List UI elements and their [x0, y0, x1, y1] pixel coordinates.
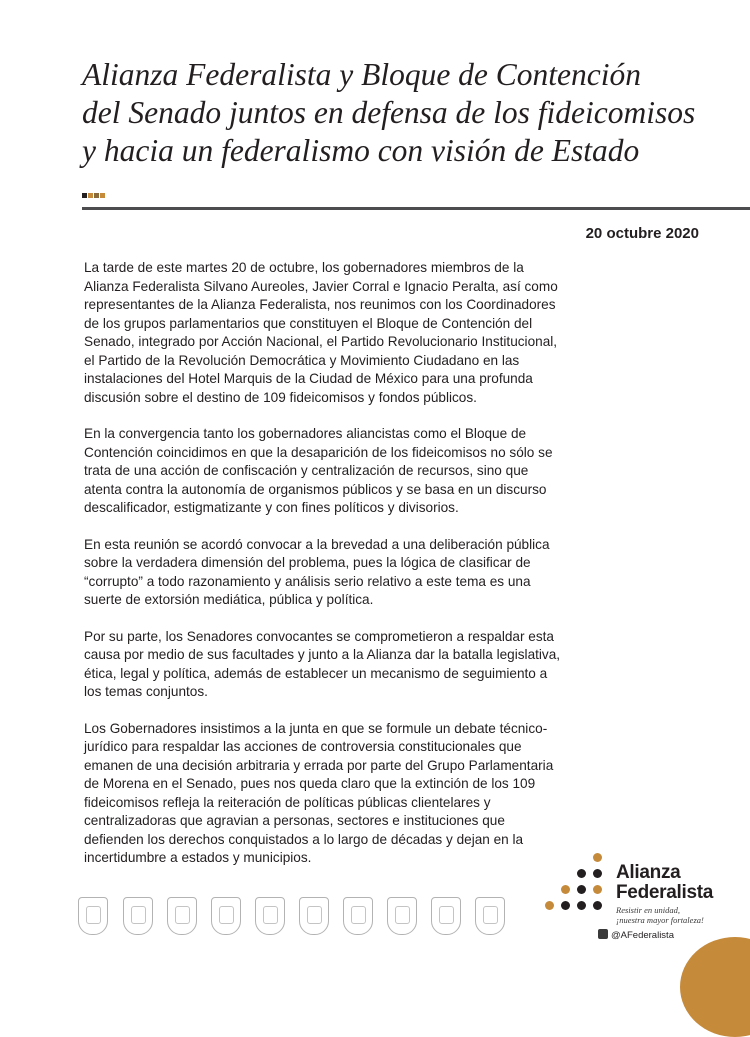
state-seal-icon: [78, 897, 108, 935]
logo-wordmark: [616, 863, 713, 903]
logo-line-1: Alianza: [616, 862, 681, 883]
logo-slogan-line-2: ¡nuestra mayor fortaleza!: [616, 915, 704, 925]
publication-date: 20 octubre 2020: [585, 225, 699, 242]
social-handle: @AFederalista: [611, 930, 674, 941]
paragraph: Por su parte, los Senadores convocantes se comprometieron a respaldar esta causa por medio de sus facultades y junto a la Alianza dar la batalla legislativa, ética, legal y política, además de establecer un mecanismo de seguimiento a los temas conjuntos.: [84, 628, 561, 699]
state-seal-icon: [211, 897, 241, 935]
headline: [82, 56, 722, 170]
logo-dots-icon: [545, 853, 615, 923]
twitter-icon: [598, 929, 608, 939]
headline-line-1: Alianza Federalista y Bloque de Contención: [82, 57, 642, 92]
decorative-squares: [82, 193, 106, 199]
header-divider: [82, 207, 750, 210]
paragraph: La tarde de este martes 20 de octubre, los gobernadores miembros de la Alianza Federalista Silvano Aureoles, Javier Corral e Ignacio Peralta, así como representantes de la Alianza Federalista, nos reunimos con los Coordinadores de los grupos parlamentarios que constituyen el Bloque de Contención del Senado, integrado por Acción Nacional, el Partido Revolucionario Institucional, el Partido de la Revolución Democrática y Movimiento Ciudadano en las instalaciones del Hotel Marquis de la Ciudad de México para una profunda discusión sobre el destino de 109 fideicomisos y fondos públicos.: [84, 260, 558, 405]
headline-line-2: del Senado juntos en defensa de los fideicomisos: [82, 95, 696, 130]
state-seal-icon: [387, 897, 417, 935]
state-seal-icon: [167, 897, 197, 935]
headline-line-3: y hacia un federalismo con visión de Estado: [82, 133, 640, 168]
logo-slogan: [616, 905, 746, 925]
state-seal-icon: [123, 897, 153, 935]
paragraph: En la convergencia tanto los gobernadores aliancistas como el Bloque de Contención coincidimos en que la desaparición de los fideicomisos no sólo se trata de una acción de confiscación y centralización de recursos, sino que atenta contra la autonomía de organismos públicos y se basa en un discurso descalificador, estigmatizante y con fines políticos y divisorios.: [84, 426, 553, 515]
state-seal-icon: [343, 897, 373, 935]
article-body: [84, 259, 564, 886]
logo-slogan-line-1: Resistir en unidad,: [616, 905, 680, 915]
logo-line-2: Federalista: [616, 882, 714, 903]
state-seal-icon: [255, 897, 285, 935]
corner-accent: [680, 937, 750, 1037]
state-seal-icon: [299, 897, 329, 935]
state-seal-icon: [431, 897, 461, 935]
paragraph: En esta reunión se acordó convocar a la brevedad a una deliberación pública sobre la verdadera dimensión del problema, pues la lógica de clasificar de “corrupto” a todo razonamiento y análisis serio relativo a este tema es una suerte de extorsión mediática, pública y política.: [84, 536, 550, 607]
state-seal-icon: [475, 897, 505, 935]
paragraph: Los Gobernadores insistimos a la junta en que se formule un debate técnico-jurídico para respaldar las acciones de controversia constitucionales que emanen de una decisión arbitraria y errada por parte del Grupo Parlamentaria de Morena en el Senado, pues nos queda claro que la extinción de los 109 fideicomisos refleja la reiteración de políticas públicas clientelares y centralizadoras que agravian a personas, sectores e instituciones que defienden los derechos conquistados a lo largo de décadas y dejan en la incertidumbre a estados y municipios.: [84, 720, 554, 865]
